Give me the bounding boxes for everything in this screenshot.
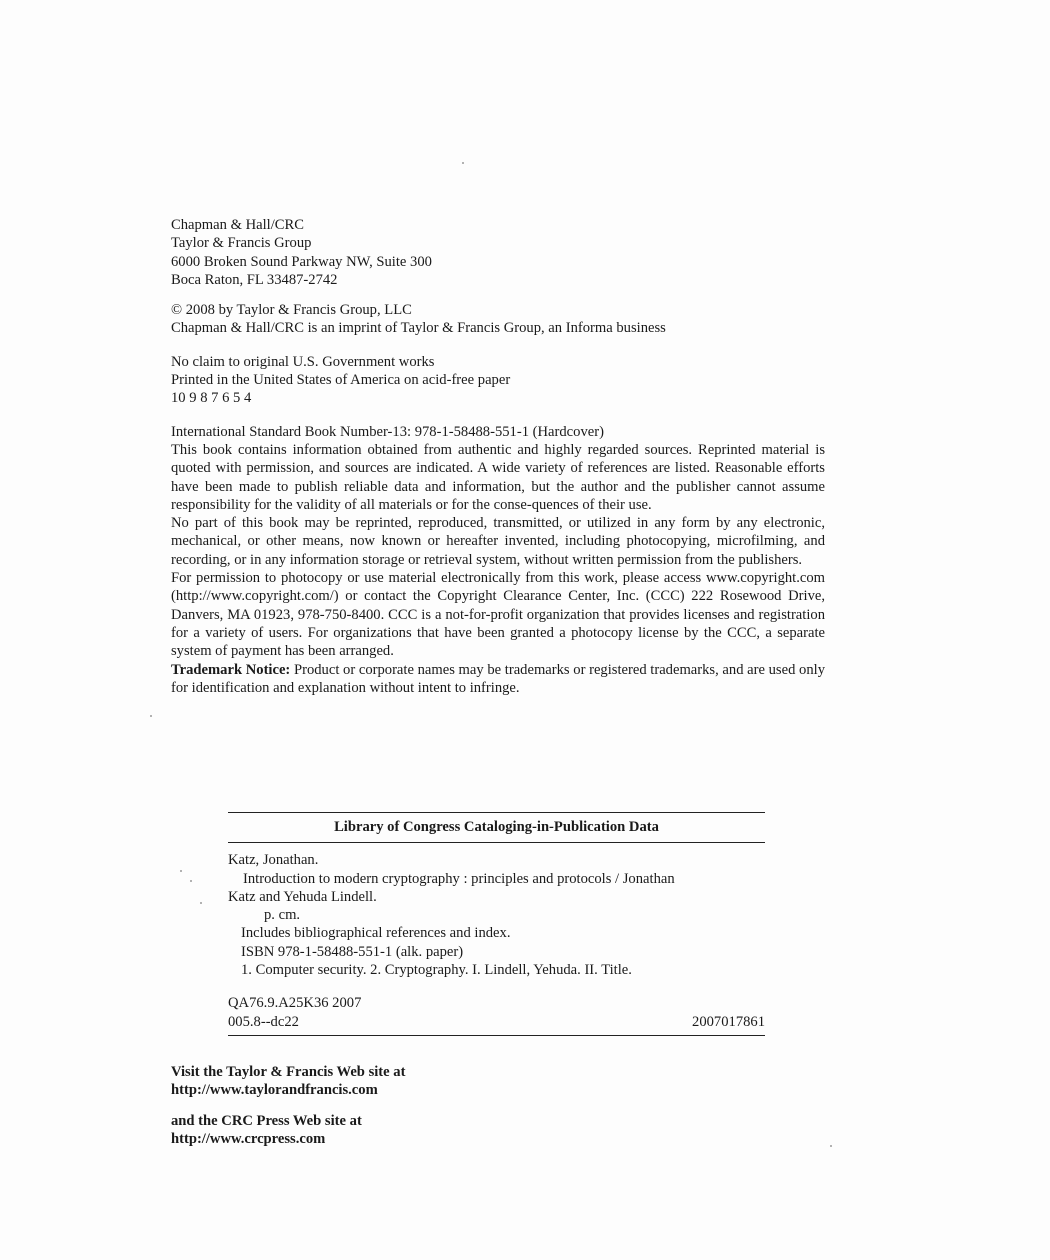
reproduction-paragraph: No part of this book may be reprinted, reproduced, transmitted, or utilized in any form by any electronic, mechanical, or other means, now known or hereafter invented, including photocopying, microfilming, and recording, or in any information storage or retrieval system, without written permission from the publishers.: [171, 515, 825, 568]
crc-website-group: [171, 1112, 405, 1149]
trademark-paragraph: [171, 661, 825, 698]
copyright-content: [171, 216, 825, 697]
publisher-name: Chapman & Hall/CRC: [171, 217, 304, 233]
sources-paragraph: This book contains information obtained from authentic and highly regarded sources. Reprinted material is quoted with permission, and sources are indicated. A wide variety of references are listed. Reasonable efforts have been made to publish reliable data and information, but the author and the publisher cannot assume responsibility for the validity of all materials or for the conse-quences of their use.: [171, 441, 825, 513]
government-works-line: No claim to original U.S. Government works: [171, 353, 435, 370]
imprint-line: Chapman & Hall/CRC is an imprint of Taylor & Francis Group, an Informa business: [171, 320, 666, 337]
permission-paragraph: For permission to photocopy or use material electronically from this work, please access www.copyright.com (http://www.copyright.com/) or contact the Copyright Clearance Center, Inc. (CCC) 222 Rosewood Drive, Danvers, MA 01923, 978-750-8400. CCC is a not-for-profit organization that provides licenses and registration for a variety of users. For organizations that have been granted a photocopy license by the CCC, a separate system of payment has been arranged.: [171, 570, 825, 660]
claims-block: [171, 353, 825, 408]
cip-isbn: ISBN 978-1-58488-551-1 (alk. paper): [241, 943, 464, 960]
trademark-text: Product or corporate names may be trademarks or registered trademarks, and are used only for identification and explanation without intent to infringe.: [171, 661, 825, 696]
cip-dewey: 005.8--dc22: [228, 1013, 299, 1030]
copyright-line: © 2008 by Taylor & Francis Group, LLC: [171, 302, 412, 319]
cip-bottom-rule: [228, 1035, 765, 1036]
isbn-block: [171, 423, 825, 441]
cip-author: Katz, Jonathan.: [228, 852, 319, 869]
publisher-city: Boca Raton, FL 33487-2742: [171, 271, 338, 288]
scan-speck: [180, 870, 182, 872]
scan-speck: [190, 880, 192, 882]
isbn-line: International Standard Book Number-13: 978-1-58488-551-1 (Hardcover): [171, 423, 604, 440]
tf-visit-text: Visit the Taylor & Francis Web site at: [171, 1064, 406, 1080]
copyright-notice: [171, 301, 825, 338]
publisher-address: [171, 216, 825, 289]
cip-title-line1: Introduction to modern cryptography : principles and protocols / Jonathan: [243, 870, 675, 887]
scan-speck: [830, 1145, 832, 1147]
scan-speck: [462, 162, 464, 164]
crc-url-link[interactable]: http://www.crcpress.com: [171, 1130, 326, 1147]
crc-visit-text: and the CRC Press Web site at: [171, 1112, 362, 1129]
cip-data-block: [228, 812, 765, 1036]
publisher-street: 6000 Broken Sound Parkway NW, Suite 300: [171, 253, 432, 270]
cip-classification-row: [228, 1013, 765, 1031]
cip-entry: [228, 843, 765, 1033]
trademark-label: Trademark Notice:: [171, 661, 291, 678]
cip-extent: p. cm.: [264, 907, 301, 924]
scan-speck: [150, 715, 152, 717]
scan-speck: [200, 902, 202, 904]
cip-title-line2: Katz and Yehuda Lindell.: [228, 888, 377, 905]
printing-number-line: 10 9 8 7 6 5 4: [171, 390, 252, 407]
cip-classification: [228, 994, 765, 1031]
publisher-group: Taylor & Francis Group: [171, 235, 312, 252]
cip-heading: Library of Congress Cataloging-in-Publication Data: [334, 819, 659, 835]
cip-notes: Includes bibliographical references and index.: [241, 925, 511, 942]
web-sites-block: [171, 1063, 405, 1148]
tf-url-link[interactable]: http://www.taylorandfrancis.com: [171, 1082, 378, 1099]
cip-lccn: 2007017861: [692, 1013, 765, 1030]
cip-subjects: 1. Computer security. 2. Cryptography. I. Lindell, Yehuda. II. Title.: [241, 962, 632, 979]
printed-line: Printed in the United States of America on acid-free paper: [171, 372, 511, 389]
tf-website-group: [171, 1063, 405, 1100]
cip-lc-class: QA76.9.A25K36 2007: [228, 995, 362, 1012]
